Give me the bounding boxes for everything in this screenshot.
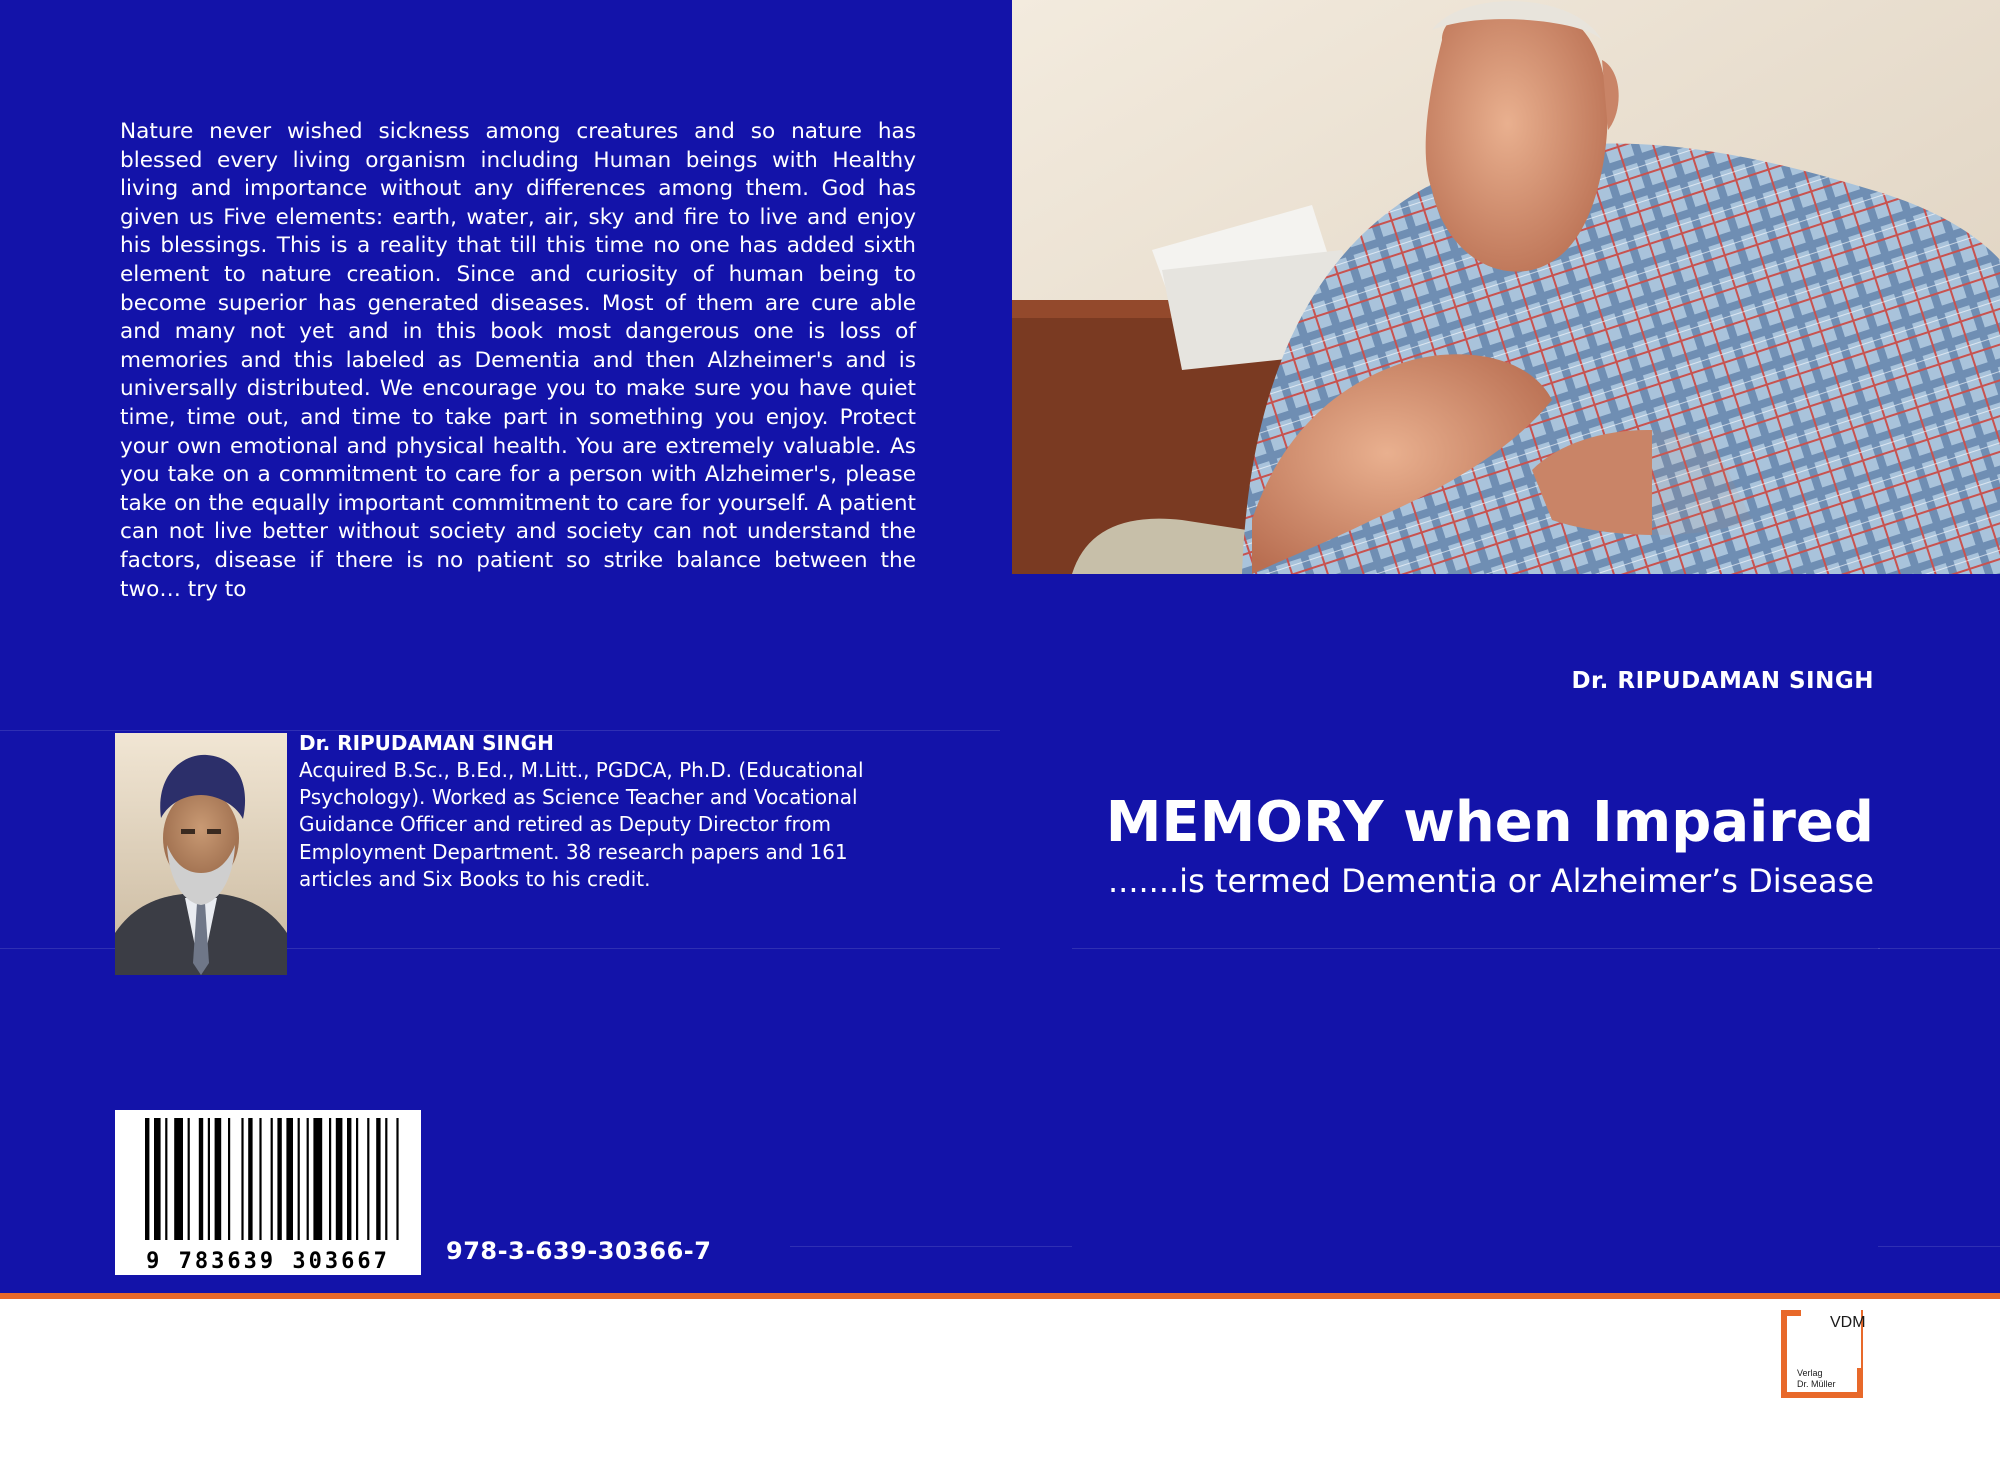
barcode-bar <box>336 1118 343 1240</box>
logo-sub-line-1: Verlag <box>1797 1368 1823 1378</box>
barcode-bar <box>286 1118 293 1240</box>
barcode-bar <box>307 1118 309 1240</box>
publisher-logo <box>1781 1310 1877 1406</box>
barcode-bar <box>154 1118 161 1240</box>
barcode-bar <box>385 1118 387 1240</box>
barcode-digits: 9 783639 303667 <box>146 1249 390 1274</box>
barcode-bar <box>241 1118 243 1240</box>
book-subtitle: .......is termed Dementia or Alzheimer’s Disease <box>1107 862 1874 900</box>
barcode-bar <box>356 1118 358 1240</box>
guide-line <box>1878 1246 2000 1247</box>
bottom-strip <box>0 1299 2000 1467</box>
barcode-bar <box>367 1118 369 1240</box>
barcode-bar <box>174 1118 183 1240</box>
author-portrait <box>115 733 287 975</box>
logo-name: VDM <box>1830 1314 1866 1331</box>
cover-photo <box>1012 0 2000 574</box>
barcode-bar <box>145 1118 149 1240</box>
barcode-bar <box>248 1118 252 1240</box>
author-bio-name: Dr. RIPUDAMAN SINGH <box>299 731 554 755</box>
front-author-name: Dr. RIPUDAMAN SINGH <box>1571 668 1874 694</box>
barcode-bar <box>347 1118 351 1240</box>
guide-line <box>1072 948 1880 949</box>
barcode-bar <box>208 1118 210 1240</box>
isbn-number: 978-3-639-30366-7 <box>446 1237 712 1265</box>
guide-line <box>1878 948 2000 949</box>
barcode-bar <box>215 1118 222 1240</box>
barcode-bar <box>298 1118 300 1240</box>
barcode-bar <box>396 1118 398 1240</box>
logo-subtitle <box>1797 1368 1857 1390</box>
logo-sub-line-2: Dr. Müller <box>1797 1379 1836 1389</box>
barcode-bar <box>376 1118 380 1240</box>
barcode-bar <box>228 1118 230 1240</box>
back-cover-blurb: Nature never wished sickness among creatures and so nature has blessed every living organism including Human beings with Healthy living and importance without any differences among them. God has given us Five elements: earth, water, air, sky and fire to live and enjoy his blessings. This is a reality that till this time no one has added sixth element to nature creation. Since and curiosity of human being to become superior has generated diseases. Most of them are cure able and many not yet and in this book most dangerous one is loss of memories and this labeled as Dementia and then Alzheimer's and is universally distributed. We encourage you to make sure you have quiet time, time out, and time to take part in something you enjoy. Protect your own emotional and physical health. You are extremely valuable. As you take on a commitment to care for a person with Alzheimer's, please take on the equally important commitment to care for yourself. A patient can not live better without society and society can not understand the factors, disease if there is no patient so strike balance between the two… try to <box>120 119 916 602</box>
barcode-bar <box>259 1118 261 1240</box>
barcode-bar <box>199 1118 203 1240</box>
barcode-bar <box>277 1118 281 1240</box>
barcode-bar <box>313 1118 322 1240</box>
barcode-bar <box>271 1118 273 1240</box>
guide-line <box>790 1246 1072 1247</box>
isbn-barcode <box>115 1110 421 1275</box>
book-title: MEMORY when Impaired <box>1105 790 1874 855</box>
barcode-bar <box>165 1118 167 1240</box>
barcode-bar <box>329 1118 331 1240</box>
author-bio: Acquired B.Sc., B.Ed., M.Litt., PGDCA, Ph.D. (Educational Psychology). Worked as Science Teacher and Vocational Guidance Officer and retired as Deputy Director from Employment Department. 38 research papers and 161 articles and Six Books to his credit. <box>299 758 864 891</box>
barcode-bar <box>188 1118 190 1240</box>
